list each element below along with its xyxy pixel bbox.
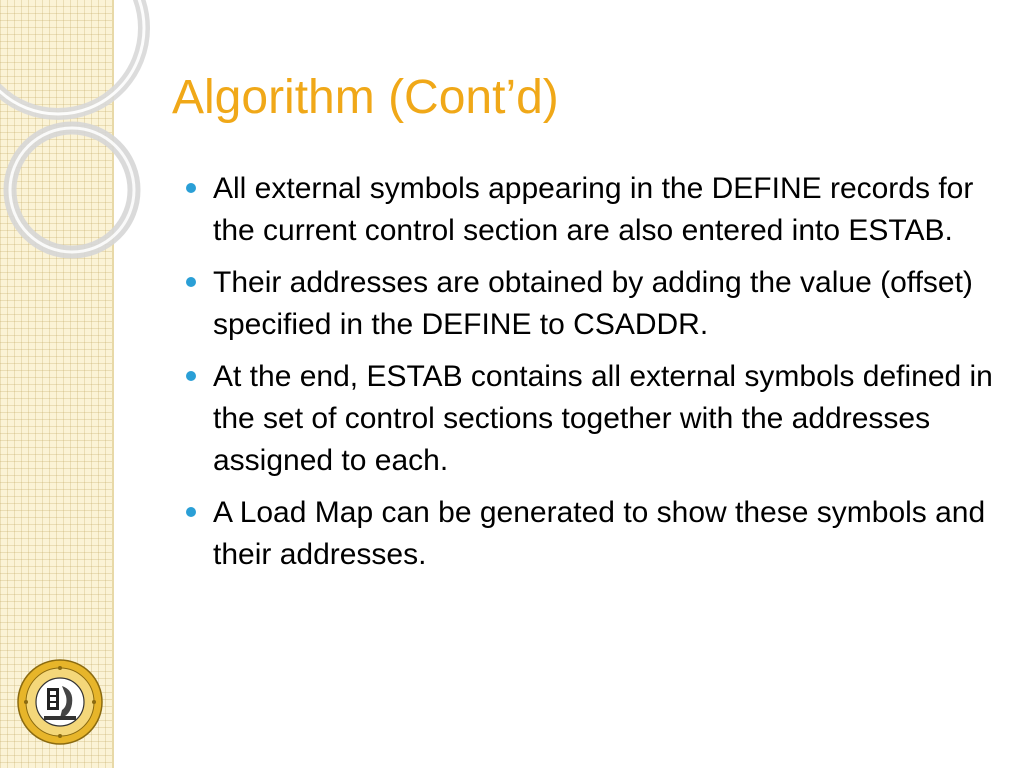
bullet-item — [186, 492, 996, 576]
bullet-item — [186, 356, 996, 482]
bullet-list — [186, 168, 996, 586]
bullet-text: All external symbols appearing in the DEFINE records for the current control section are also entered into ESTAB. — [213, 172, 974, 247]
bullet-item — [186, 262, 996, 346]
bullet-item — [186, 168, 996, 252]
bullet-dot-icon — [186, 507, 196, 517]
bullet-dot-icon — [186, 371, 196, 381]
bullet-dot-icon — [186, 183, 196, 193]
slide-title: Algorithm (Cont’d) — [172, 71, 559, 124]
bullet-text: A Load Map can be generated to show these symbols and their addresses. — [213, 496, 986, 571]
bullet-text: At the end, ESTAB contains all external symbols defined in the set of control sections together with the addresses assigned to each. — [213, 360, 993, 477]
bullet-text: Their addresses are obtained by adding the value (offset) specified in the DEFINE to CSADDR. — [213, 266, 973, 341]
bullet-dot-icon — [186, 277, 196, 287]
institution-seal-logo — [16, 658, 104, 746]
